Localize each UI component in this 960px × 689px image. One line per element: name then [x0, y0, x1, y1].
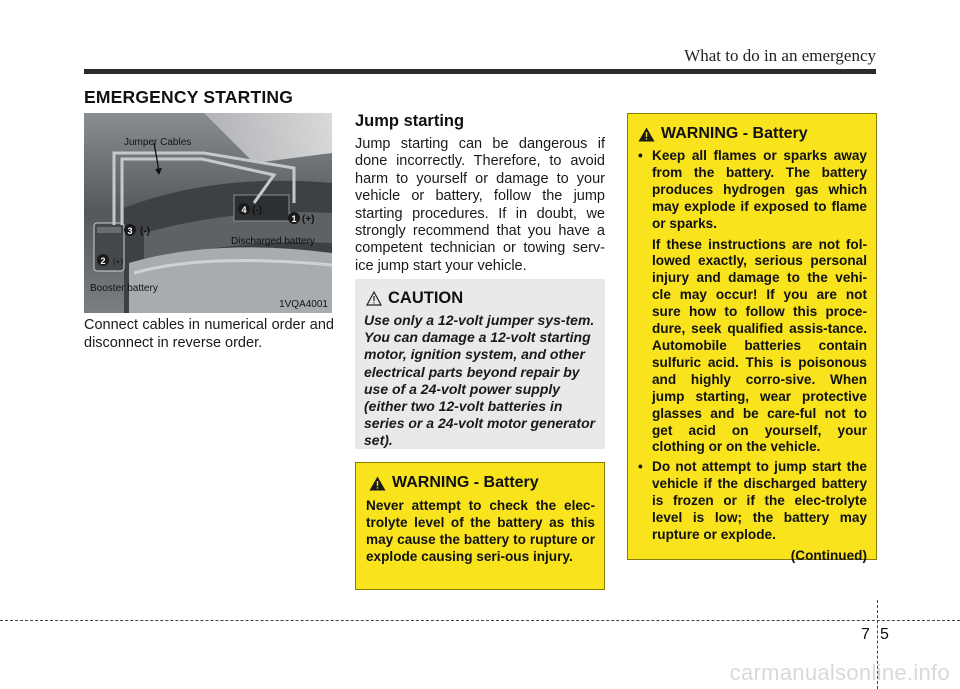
caution-box — [355, 279, 605, 449]
list-item — [638, 459, 867, 544]
car-engine-illustration — [84, 113, 332, 313]
warning-item-text: If these instructions are not fol-lowed exactly, serious personal injury and damage to the vehi-cle may occur! If you are not sure how to follow this proce-dure, seek qualified assis-tance. Automobile batteries contain sulfuric acid. This is poisonous and highly corro-sive. When jump starting, wear protective glasses and be care-ful not to get acid on yourself, your clothing or on the vehicle. — [652, 236, 867, 455]
continued-note: (Continued) — [790, 547, 867, 563]
warning-body: Never attempt to check the elec-trolyte level of the battery as this may cause the battery to rupture or explode causing seri-ous injury. — [366, 498, 595, 564]
marker-3-sign: (-) — [140, 226, 150, 237]
page-index: 5 — [880, 626, 891, 643]
warning-list — [638, 148, 867, 544]
warning-item-text: • Do not attempt to jump start the vehicle if the discharged battery is frozen or if the elec-trolyte level is low; the battery may rupture or explode. — [652, 459, 867, 542]
caution-triangle-icon — [366, 291, 382, 306]
header-rule — [84, 69, 876, 74]
page-number — [857, 626, 895, 644]
jump-starting-heading: Jump starting — [355, 112, 465, 130]
warning-box-electrolyte — [355, 462, 605, 590]
warning-triangle-icon — [638, 127, 655, 142]
warning-suffix: - Battery — [469, 474, 539, 491]
label-discharged-battery: Discharged battery — [231, 236, 315, 247]
list-item — [638, 148, 867, 456]
svg-text:1: 1 — [291, 214, 297, 224]
connect-instructions: Connect cables in numerical order and disconnect in reverse order. — [84, 317, 334, 351]
jump-start-figure — [84, 113, 332, 313]
caution-body: Use only a 12-volt jumper sys-tem. You can damage a 12-volt starting motor, ignition system, and other electrical parts beyond repair by use of a 24-volt power supply (either two 12-volt batteries in series or a 24-volt motor generator set). — [364, 312, 596, 449]
warning2-label: WARNING — [661, 125, 739, 142]
label-jumper-cables: Jumper Cables — [124, 137, 192, 148]
marker-4-sign: (-) — [252, 205, 262, 216]
label-booster-battery: Booster battery — [90, 283, 158, 294]
warning-label: WARNING — [392, 474, 470, 491]
warning-box-battery — [627, 113, 877, 563]
svg-text:4: 4 — [241, 205, 247, 215]
svg-text:3: 3 — [127, 226, 133, 236]
warning-header — [369, 472, 595, 494]
warning-item-text: • Keep all flames or sparks away from the battery. The battery produces hydrogen gas which may explode if exposed to flame or sparks. — [652, 148, 867, 231]
figure-code: 1VQA4001 — [279, 299, 328, 310]
warning2-suffix: - Battery — [738, 125, 808, 142]
marker-2-sign: (+) — [113, 257, 123, 266]
warning-triangle-icon — [369, 476, 386, 491]
marker-1-sign: (+) — [302, 214, 315, 225]
footer-divider — [0, 620, 960, 621]
caution-label: CAUTION — [388, 288, 464, 307]
caution-header — [366, 287, 597, 309]
jump-starting-body: Jump starting can be dangerous if done incorrectly. Therefore, to avoid harm to yourself or damage to your vehicle or battery, follow the jump starting procedures. If in doubt, we strongly recommend that you have a competent technician or towing serv-ice jump start your vehicle. — [355, 136, 605, 274]
section-title: EMERGENCY STARTING — [84, 87, 294, 107]
watermark: carmanualsonline.info — [729, 660, 950, 685]
header-title: What to do in an emergency — [684, 46, 876, 65]
warning-header-2 — [638, 123, 867, 145]
svg-text:2: 2 — [100, 256, 106, 266]
page-chapter: 7 — [861, 626, 872, 643]
